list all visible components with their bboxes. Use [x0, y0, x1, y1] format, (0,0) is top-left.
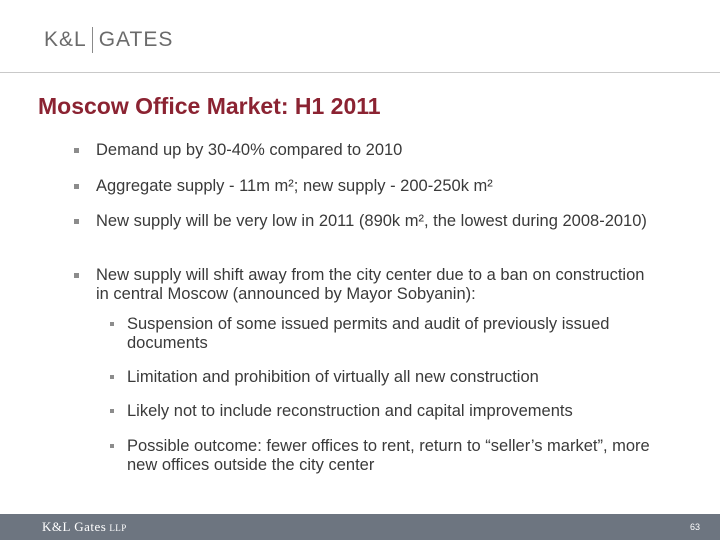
bullet-item	[96, 177, 686, 196]
slide-title: Moscow Office Market: H1 2011	[38, 93, 381, 119]
bullet-marker-icon	[74, 148, 79, 153]
bullet-marker-icon	[74, 184, 79, 189]
firm-logo	[44, 27, 173, 53]
sub-bullet-text: Likely not to include reconstruction and capital improvements	[127, 402, 573, 420]
logo-divider	[92, 27, 93, 53]
header-divider	[0, 72, 720, 73]
sub-bullet-item	[127, 315, 662, 353]
logo-right-text: GATES	[98, 28, 174, 51]
sub-bullet-marker-icon	[110, 444, 114, 448]
sub-bullet-text: Limitation and prohibition of virtually all new construction	[127, 368, 539, 386]
footer-brand: K&L Gates	[42, 519, 107, 534]
bullet-item	[96, 266, 656, 304]
sub-bullet-text: Possible outcome: fewer offices to rent, return to “seller’s market”, more new offices outside the city center	[127, 437, 650, 474]
bullet-text: New supply will shift away from the city center due to a ban on construction in central Moscow (announced by Mayor Sobyanin):	[96, 266, 645, 303]
logo-left-text: K&L	[44, 28, 87, 51]
bullet-text: New supply will be very low in 2011 (890k m², the lowest during 2008-2010)	[96, 212, 647, 230]
footer-bar	[0, 514, 720, 540]
bullet-text: Aggregate supply - 11m m²; new supply - 200-250k m²	[96, 177, 493, 195]
bullet-text: Demand up by 30-40% compared to 2010	[96, 141, 403, 159]
sub-bullet-item	[127, 368, 687, 387]
page-number: 63	[689, 522, 700, 532]
sub-bullet-item	[127, 437, 667, 475]
sub-bullet-item	[127, 402, 687, 421]
bullet-marker-icon	[74, 219, 79, 224]
sub-bullet-text: Suspension of some issued permits and audit of previously issued documents	[127, 315, 610, 352]
bullet-marker-icon	[74, 273, 79, 278]
footer-logo	[42, 519, 127, 535]
footer-brand-suffix: LLP	[109, 523, 127, 533]
sub-bullet-marker-icon	[110, 322, 114, 326]
bullet-item	[96, 141, 686, 160]
sub-bullet-marker-icon	[110, 375, 114, 379]
bullet-item	[96, 212, 666, 231]
sub-bullet-marker-icon	[110, 409, 114, 413]
